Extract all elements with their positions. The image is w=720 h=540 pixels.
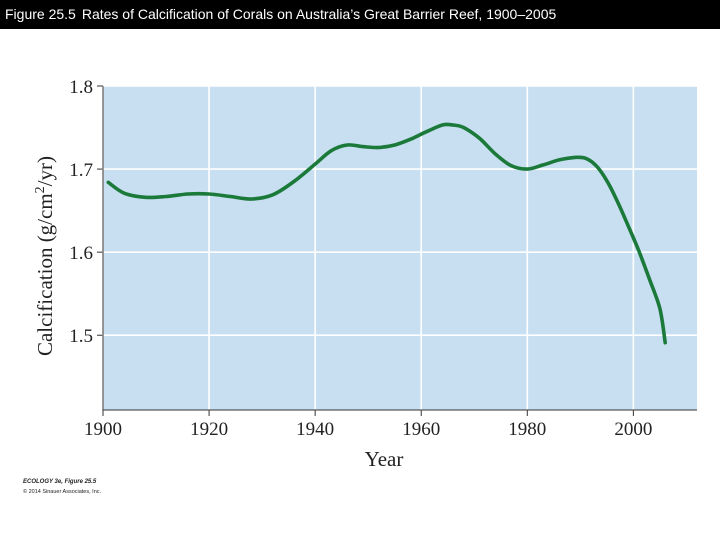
y-tick-label: 1.6 — [69, 243, 93, 265]
copyright-notice: © 2014 Sinauer Associates, Inc. — [23, 489, 102, 495]
y-tick-label: 1.8 — [69, 77, 93, 98]
y-tick-label: 1.5 — [69, 326, 93, 348]
book-title: ECOLOGY 3e — [23, 479, 62, 485]
figure-title: Rates of Calcification of Corals on Australia’s Great Barrier Reef, 1900–2005 — [81, 6, 557, 22]
x-tick-label: 1980 — [508, 419, 547, 440]
x-tick-label: 1960 — [402, 419, 441, 440]
plot-area — [103, 86, 697, 410]
y-tick-label: 1.7 — [69, 160, 93, 182]
y-axis-label — [33, 156, 57, 356]
figure-reference: , Figure 25.5 — [61, 479, 97, 485]
figure-number: Figure 25.5 — [5, 6, 76, 22]
y-axis-label-unit: /yr) — [33, 155, 57, 187]
x-tick-label: 1920 — [190, 419, 229, 440]
figure-credit — [23, 479, 96, 485]
y-axis-label-superscript: 2 — [33, 186, 48, 194]
x-tick-label: 2000 — [614, 419, 653, 440]
x-axis-label: Year — [364, 447, 404, 471]
y-axis-label-text: Calcification (g/cm — [33, 193, 57, 357]
x-tick-label: 1900 — [84, 419, 122, 440]
x-tick-label: 1940 — [296, 419, 335, 440]
